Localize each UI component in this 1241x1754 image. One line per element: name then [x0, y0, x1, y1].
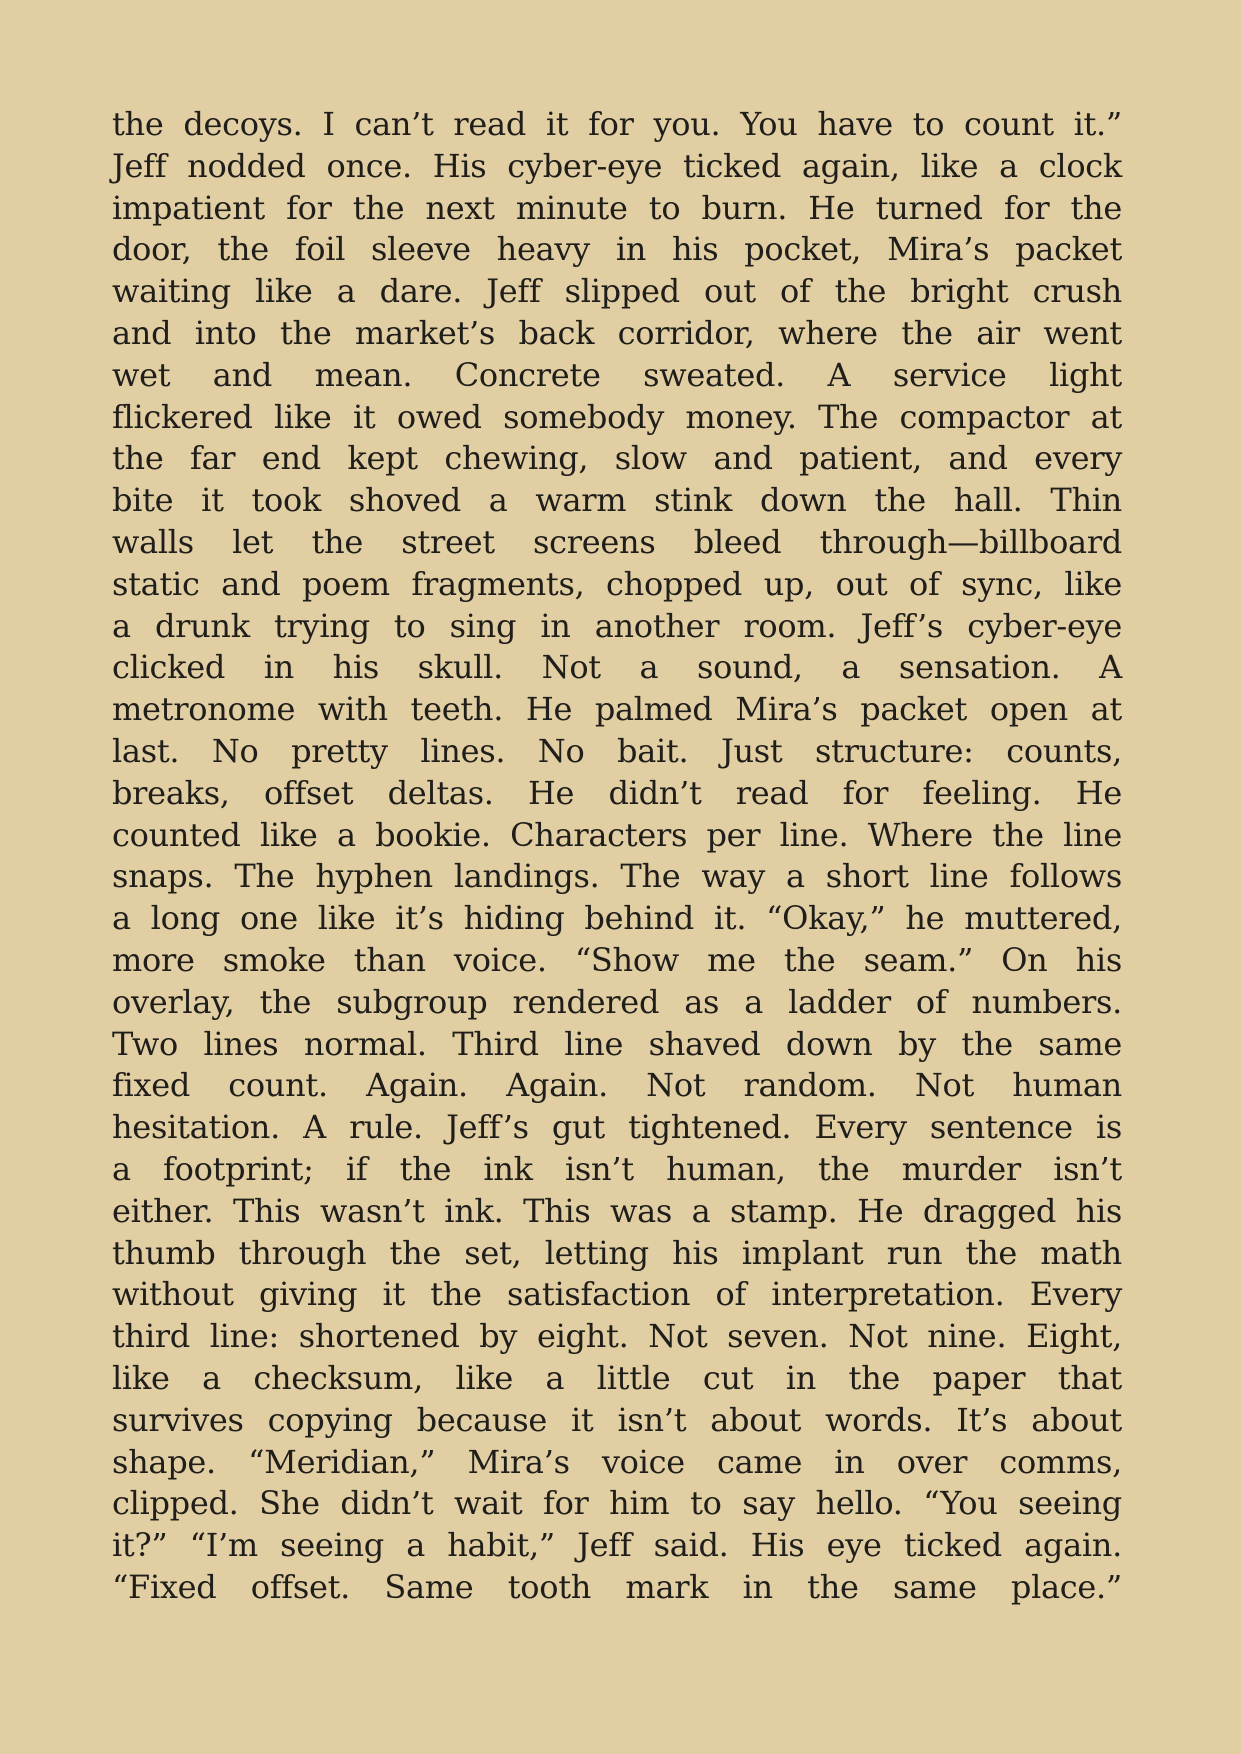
text-line: it?” “I’m seeing a habit,” Jeff said. His eye ticked again. — [112, 1526, 1122, 1565]
text-line: a footprint; if the ink isn’t human, the murder isn’t — [112, 1149, 1122, 1188]
text-line: the far end kept chewing, slow and patient, and every — [112, 439, 1122, 478]
text-line: snaps. The hyphen landings. The way a short line follows — [112, 857, 1122, 896]
text-line: third line: shortened by eight. Not seven. Not nine. Eight, — [112, 1317, 1122, 1356]
text-line: last. No pretty lines. No bait. Just structure: counts, — [112, 731, 1122, 770]
text-line: walls let the street screens bleed through—billboard — [112, 522, 1122, 561]
text-line: bite it took shoved a warm stink down the hall. Thin — [112, 481, 1122, 520]
text-line: like a checksum, like a little cut in the paper that — [112, 1358, 1122, 1397]
body-text — [112, 104, 1122, 1609]
text-line: wet and mean. Concrete sweated. A service light — [112, 355, 1122, 394]
text-line: shape. “Meridian,” Mira’s voice came in over comms, — [112, 1442, 1122, 1481]
text-line: waiting like a dare. Jeff slipped out of the bright crush — [112, 272, 1122, 311]
text-line: survives copying because it isn’t about words. It’s about — [112, 1400, 1122, 1439]
text-line: static and poem fragments, chopped up, out of sync, like — [112, 564, 1122, 603]
text-line: more smoke than voice. “Show me the seam.” On his — [112, 940, 1122, 979]
text-line: thumb through the set, letting his implant run the math — [112, 1233, 1122, 1272]
text-line: Two lines normal. Third line shaved down by the same — [112, 1024, 1122, 1063]
text-line: hesitation. A rule. Jeff’s gut tightened. Every sentence is — [112, 1108, 1122, 1147]
text-line: breaks, offset deltas. He didn’t read for feeling. He — [112, 773, 1122, 812]
text-line: door, the foil sleeve heavy in his pocket, Mira’s packet — [112, 230, 1122, 269]
text-line: clicked in his skull. Not a sound, a sensation. A — [112, 648, 1122, 687]
text-line: “Fixed offset. Same tooth mark in the same place.” — [112, 1567, 1122, 1606]
text-line: fixed count. Again. Again. Not random. Not human — [112, 1066, 1122, 1105]
text-line: the decoys. I can’t read it for you. You have to count it.” — [112, 105, 1122, 143]
text-line: without giving it the satisfaction of interpretation. Every — [112, 1275, 1122, 1314]
text-line: overlay, the subgroup rendered as a ladder of numbers. — [112, 982, 1122, 1021]
text-line: clipped. She didn’t wait for him to say hello. “You seeing — [112, 1484, 1122, 1523]
text-line: flickered like it owed somebody money. The compactor at — [112, 397, 1122, 436]
text-line: a long one like it’s hiding behind it. “Okay,” he muttered, — [112, 899, 1122, 938]
text-line: and into the market’s back corridor, where the air went — [112, 313, 1122, 352]
text-line: metronome with teeth. He palmed Mira’s packet open at — [112, 690, 1122, 729]
text-line: Jeff nodded once. His cyber-eye ticked again, like a clock — [112, 146, 1122, 185]
text-line: counted like a bookie. Characters per line. Where the line — [112, 815, 1122, 854]
text-line: either. This wasn’t ink. This was a stamp. He dragged his — [112, 1191, 1122, 1230]
text-line: a drunk trying to sing in another room. Jeff’s cyber-eye — [112, 606, 1122, 645]
text-line: impatient for the next minute to burn. He turned for the — [112, 188, 1122, 227]
